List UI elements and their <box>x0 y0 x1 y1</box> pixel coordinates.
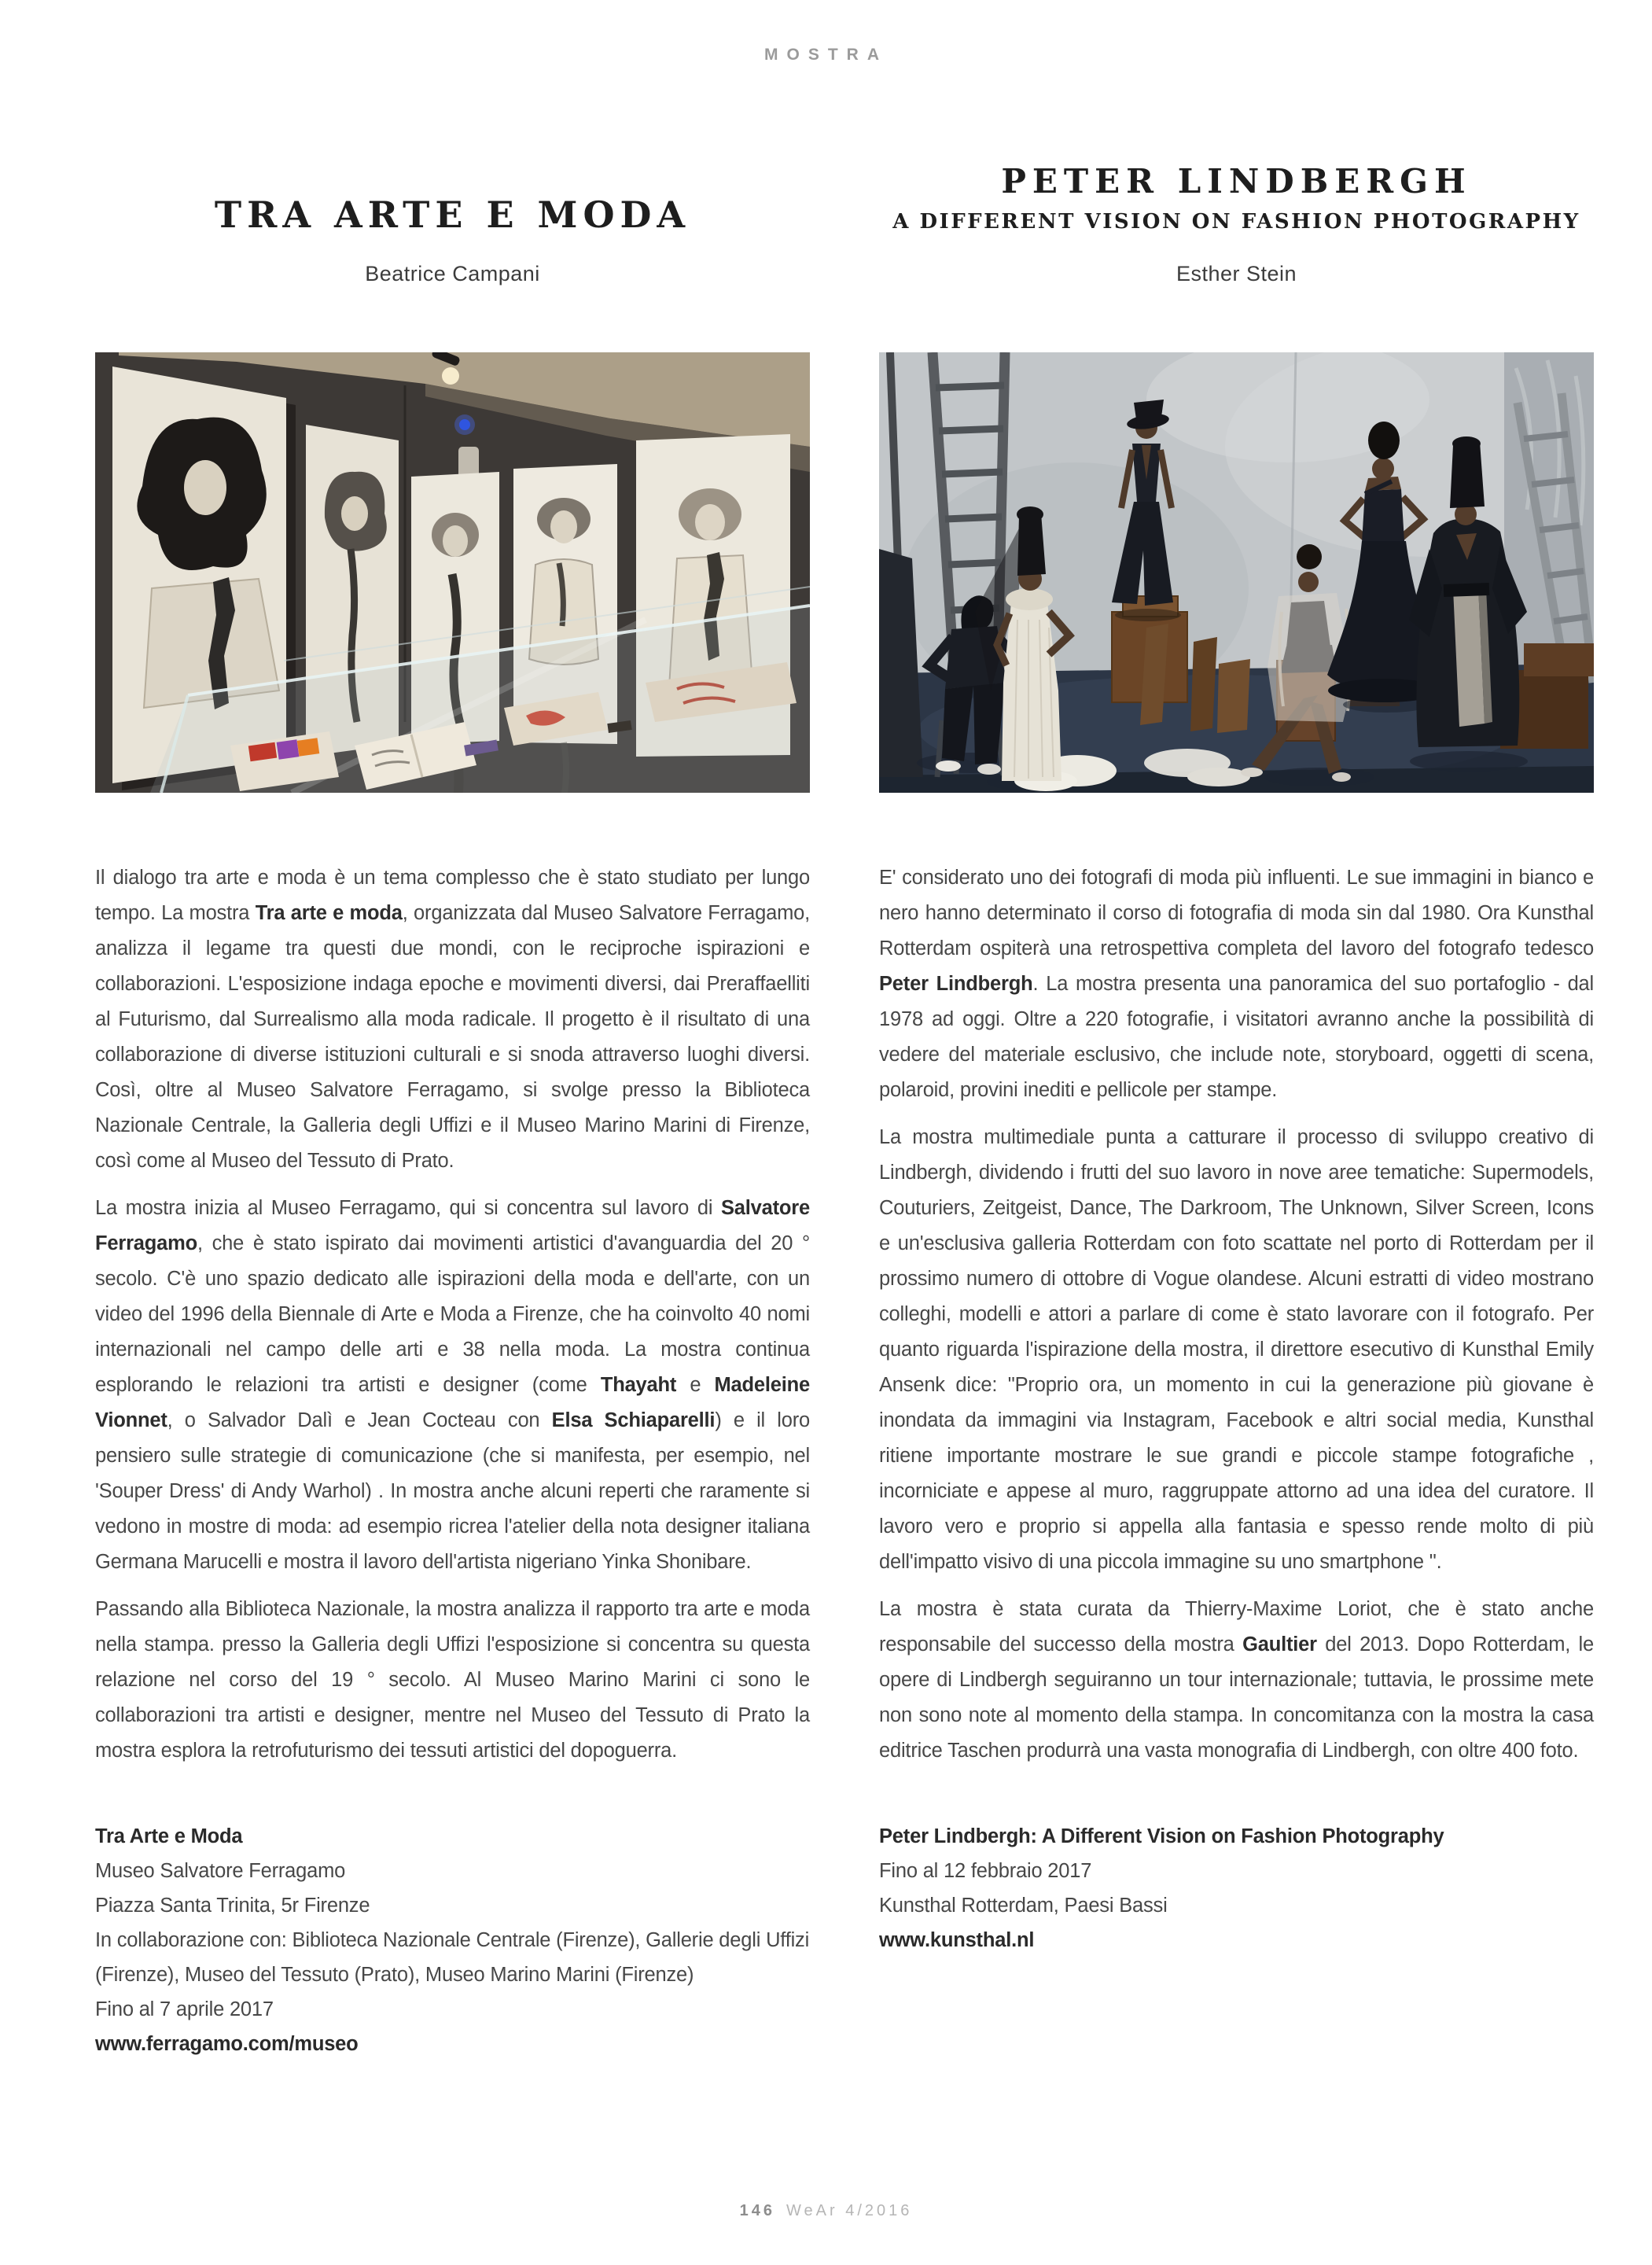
body-paragraph: E' considerato uno dei fotografi di moda più influenti. Le sue immagini in bianco e nero hanno determinato il corso di fotografia di moda sin dal 1980. Ora Kunsthal Rotterdam ospiterà una retrospettiva completa del lavoro del fotografo tedesco Peter Lindbergh. La mostra presenta una panoramica del suo portafoglio - dal 1978 ad oggi. Oltre a 220 fotografie, i visitatori avranno anche la possibilità di vedere del materiale esclusivo, che include note, storyboard, oggetti di scena, polaroid, provini inediti e pellicole per stampe. <box>879 867 1594 1101</box>
info-line: In collaborazione con: Biblioteca Nazionale Centrale (Firenze), Gallerie degli Uffizi (Firenze), Museo del Tessuto (Prato), Museo Marino Marini (Firenze) <box>95 1929 810 1986</box>
left-article-header <box>95 0 810 352</box>
section-kicker: MOSTRA <box>764 46 888 64</box>
two-column-layout <box>95 0 1594 2061</box>
info-line: www.kunsthal.nl <box>879 1929 1035 1951</box>
left-article-author: Beatrice Campani <box>365 262 540 285</box>
body-paragraph: La mostra è stata curata da Thierry-Maxime Loriot, che è stato anche responsabile del successo della mostra Gaultier del 2013. Dopo Rotterdam, le opere di Lindbergh seguiranno un tour internazionale; tuttavia, le prossime mete non sono note al momento della stampa. In concomitanza con la mostra la casa editrice Taschen produrrà una vasta monografia di Lindbergh, con oltre 400 foto. <box>879 1598 1594 1762</box>
info-line: Fino al 12 febbraio 2017 <box>879 1860 1092 1882</box>
gallery-installation-photo <box>95 352 810 793</box>
lindbergh-fashion-photo <box>879 352 1594 793</box>
left-article-body <box>95 860 810 1769</box>
body-paragraph: La mostra multimediale punta a catturare il processo di sviluppo creativo di Lindbergh, dividendo i frutti del suo lavoro in nove aree tematiche: Supermodels, Couturiers, Zeitgeist, Dance, The Darkroom, The Unknown, Silver Screen, Icons e un'esclusiva galleria Rotterdam con foto scattate nel porto di Rotterdam per il prossimo numero di ottobre di Vogue olandese. Alcuni estratti di video mostrano colleghi, modelli e attori a parlare di come è stato lavorare con il fotografo. Per quanto riguarda l'ispirazione della mostra, il direttore esecutivo di Kunsthal Emily Ansenk dice: "Proprio ora, un momento in cui la generazione più giovane è inondata da immagini via Instagram, Facebook e altri social media, Kunsthal ritiene importante mostrare le sue grandi e piccole stampe fotografiche , incorniciate e appese al muro, raggruppate attorno ad una idea del curatore. Il lavoro vero e proprio si appella alla fantasia e spesso rende molto di più dell'impatto visivo di una piccola immagine su uno smartphone ". <box>879 1126 1594 1573</box>
page-footer <box>0 2202 1652 2220</box>
left-article <box>95 0 810 2061</box>
right-article-body <box>879 860 1594 1769</box>
right-article-author: Esther Stein <box>1176 262 1297 285</box>
body-paragraph: Passando alla Biblioteca Nazionale, la mostra analizza il rapporto tra arte e moda nella stampa. presso la Galleria degli Uffizi l'esposizione si concentra su questa relazione nel corso del 19 ° secolo. Al Museo Marino Marini ci sono le collaborazioni tra artisti e designer, mentre nel Museo del Tessuto di Prato la mostra esplora la retrofuturismo dei tessuti artistici del dopoguerra. <box>95 1598 810 1762</box>
left-article-info <box>95 1819 810 2061</box>
right-article-title: PETER LINDBERGH <box>1001 161 1472 201</box>
body-paragraph: Il dialogo tra arte e moda è un tema complesso che è stato studiato per lungo tempo. La mostra Tra arte e moda, organizzata dal Museo Salvatore Ferragamo, analizza il legame tra questi due mondi, con le reciproche ispirazioni e collaborazioni. L'esposizione indaga epoche e movimenti diversi, dai Preraffaelliti al Futurismo, dal Surrealismo alla moda radicale. Il progetto è il risultato di una collaborazione di diverse istituzioni culturali e si snoda attraverso luoghi diversi. Così, oltre al Museo Salvatore Ferragamo, si svolge presso la Biblioteca Nazionale Centrale, la Galleria degli Uffizi e il Museo Marino Marini di Firenze, così come al Museo del Tessuto di Prato. <box>95 867 811 1172</box>
page-number: 146 <box>739 2202 775 2219</box>
info-line: Kunsthal Rotterdam, Paesi Bassi <box>879 1895 1168 1917</box>
info-line: Fino al 7 aprile 2017 <box>95 1998 274 2020</box>
right-article <box>879 0 1594 2061</box>
info-line: Museo Salvatore Ferragamo <box>95 1860 346 1882</box>
right-article-header <box>879 0 1594 352</box>
info-line: Peter Lindbergh: A Different Vision on Fashion Photography <box>879 1825 1444 1847</box>
body-paragraph: La mostra inizia al Museo Ferragamo, qui si concentra sul lavoro di Salvatore Ferragamo, che è stato ispirato dai movimenti artistici d'avanguardia del 20 ° secolo. C'è uno spazio dedicato alle ispirazioni della moda e dell'arte, con un video del 1996 della Biennale di Arte e Moda a Firenze, che ha coinvolto 40 nomi internazionali nel campo delle arti e 38 nella moda. La mostra continua esplorando le relazioni tra artisti e designer (come Thayaht e Madeleine Vionnet, o Salvador Dalì e Jean Cocteau con Elsa Schiaparelli) e il loro pensiero sulle strategie di comunicazione (che si manifesta, per esempio, nel 'Souper Dress' di Andy Warhol) . In mostra anche alcuni reperti che raramente si vedono in mostre di moda: ad esempio ricrea l'atelier della nota designer italiana Germana Marucelli e mostra il lavoro dell'artista nigeriano Yinka Shonibare. <box>95 1197 810 1573</box>
magazine-issue: WeAr 4/2016 <box>786 2202 913 2219</box>
info-line: www.ferragamo.com/museo <box>95 2033 359 2055</box>
right-article-subtitle: A DIFFERENT VISION ON FASHION PHOTOGRAPHY <box>892 210 1580 234</box>
info-line: Piazza Santa Trinita, 5r Firenze <box>95 1895 370 1917</box>
info-line: Tra Arte e Moda <box>95 1825 243 1847</box>
right-article-info <box>879 1819 1594 1957</box>
left-article-title: TRA ARTE E MODA <box>214 193 691 236</box>
